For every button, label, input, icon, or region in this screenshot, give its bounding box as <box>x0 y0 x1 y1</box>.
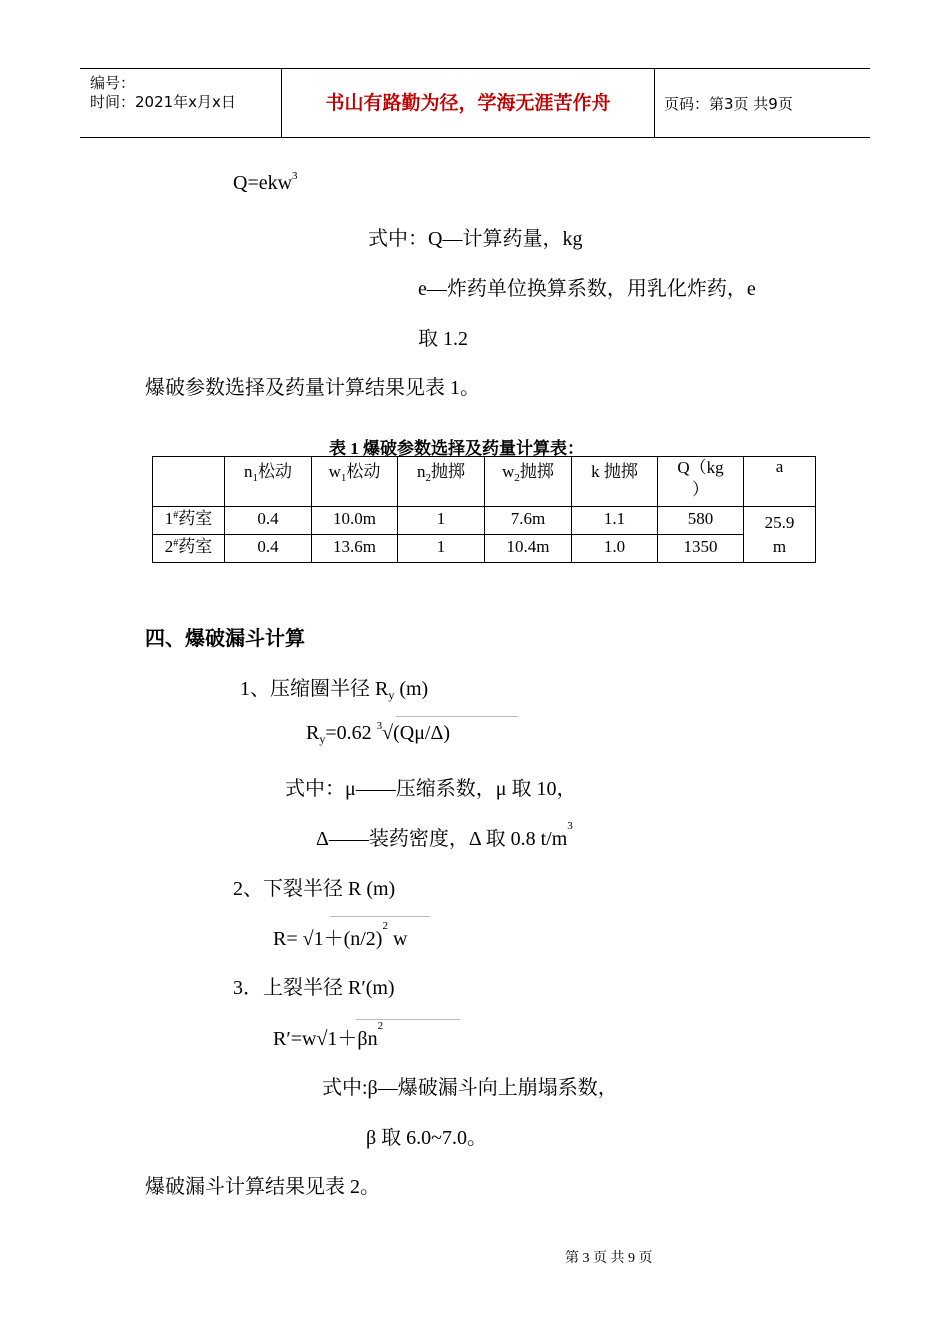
page-footer: 第 3 页 共 9 页 <box>565 1251 653 1266</box>
table-header-q: Q（kg ） <box>658 457 744 507</box>
table-cell: 1350 <box>658 535 744 563</box>
blasting-parameter-table <box>152 456 816 563</box>
table-cell: 0.4 <box>225 535 312 563</box>
table-cell: 0.4 <box>225 507 312 535</box>
formula-r-prime: $R'=w√1+\beta n^2$ <box>273 1020 384 1050</box>
table-row <box>153 535 816 563</box>
table-cell-a-value: 25.9 m <box>744 507 816 563</box>
where-e-line1: e—炸药单位换算系数，用乳化炸药，e <box>418 278 756 300</box>
table-cell: 10.0m <box>312 507 398 535</box>
table-cell: 1.0 <box>572 535 658 563</box>
table-cell: 1 <box>398 507 485 535</box>
time-label: 时间：2021年x月x日 <box>90 93 236 111</box>
serial-label: 编号： <box>90 74 136 92</box>
page-label: 页码：第3页 共9页 <box>664 95 793 113</box>
table-header-row <box>153 457 816 507</box>
table-header-n2: $n_2$抛掷 <box>398 457 485 507</box>
formula-q: Q=ekw$^3$ <box>233 170 298 194</box>
table-row <box>153 507 816 535</box>
where-mu: 式中：μ——压缩系数，μ 取 10， <box>285 778 577 800</box>
table-cell: 1.1 <box>572 507 658 535</box>
item-1-heading: 1、压缩圈半径 $R_y$ (m) <box>240 678 429 702</box>
table-header-n1: $n_1$松动 <box>225 457 312 507</box>
table1-caption: 表 1 爆破参数选择及药量计算表： <box>329 439 584 458</box>
table-cell: 580 <box>658 507 744 535</box>
item-2-heading: 2、下裂半径 R (m) <box>233 878 396 900</box>
paragraph-table1-ref: 爆破参数选择及药量计算结果见表 1。 <box>145 377 480 399</box>
header-divider <box>654 69 655 137</box>
where-e-line2: 取 1.2 <box>418 328 468 350</box>
table-cell: 1 <box>398 535 485 563</box>
table-row-label: 1#药室 <box>153 507 225 535</box>
radical-bar <box>396 716 518 717</box>
table-row-label: 2#药室 <box>153 535 225 563</box>
formula-r: $R= √1+(n/2)^2$ w <box>273 920 408 950</box>
table-cell: 7.6m <box>485 507 572 535</box>
paragraph-table2-ref: 爆破漏斗计算结果见表 2。 <box>145 1176 380 1198</box>
where-beta-line2: β 取 6.0~7.0。 <box>366 1127 487 1149</box>
table-header-a: a <box>744 457 816 507</box>
where-q: 式中：Q—计算药量，kg <box>368 228 583 250</box>
header-motto: 书山有路勤为径，学海无涯苦作舟 <box>325 92 611 114</box>
radical-bar <box>330 916 430 917</box>
formula-ry: $R_y=0.62$ $^3$√(Qμ/Δ) <box>306 720 451 746</box>
table-header-k: k 抛掷 <box>572 457 658 507</box>
where-beta-line1: 式中:β—爆破漏斗向上崩塌系数， <box>322 1077 618 1099</box>
table-header-empty <box>153 457 225 507</box>
radical-bar <box>356 1019 460 1020</box>
section-title: 四、爆破漏斗计算 <box>145 626 305 650</box>
item-3-heading: 3．上裂半径 R′(m) <box>233 977 395 999</box>
table-header-w2: $w_2$抛掷 <box>485 457 572 507</box>
table-header-w1: $w_1$松动 <box>312 457 398 507</box>
page-header <box>80 68 870 138</box>
table-cell: 10.4m <box>485 535 572 563</box>
table-cell: 13.6m <box>312 535 398 563</box>
where-delta: Δ——装药密度，Δ 取 0.8 $t/m^3$ <box>316 820 573 850</box>
